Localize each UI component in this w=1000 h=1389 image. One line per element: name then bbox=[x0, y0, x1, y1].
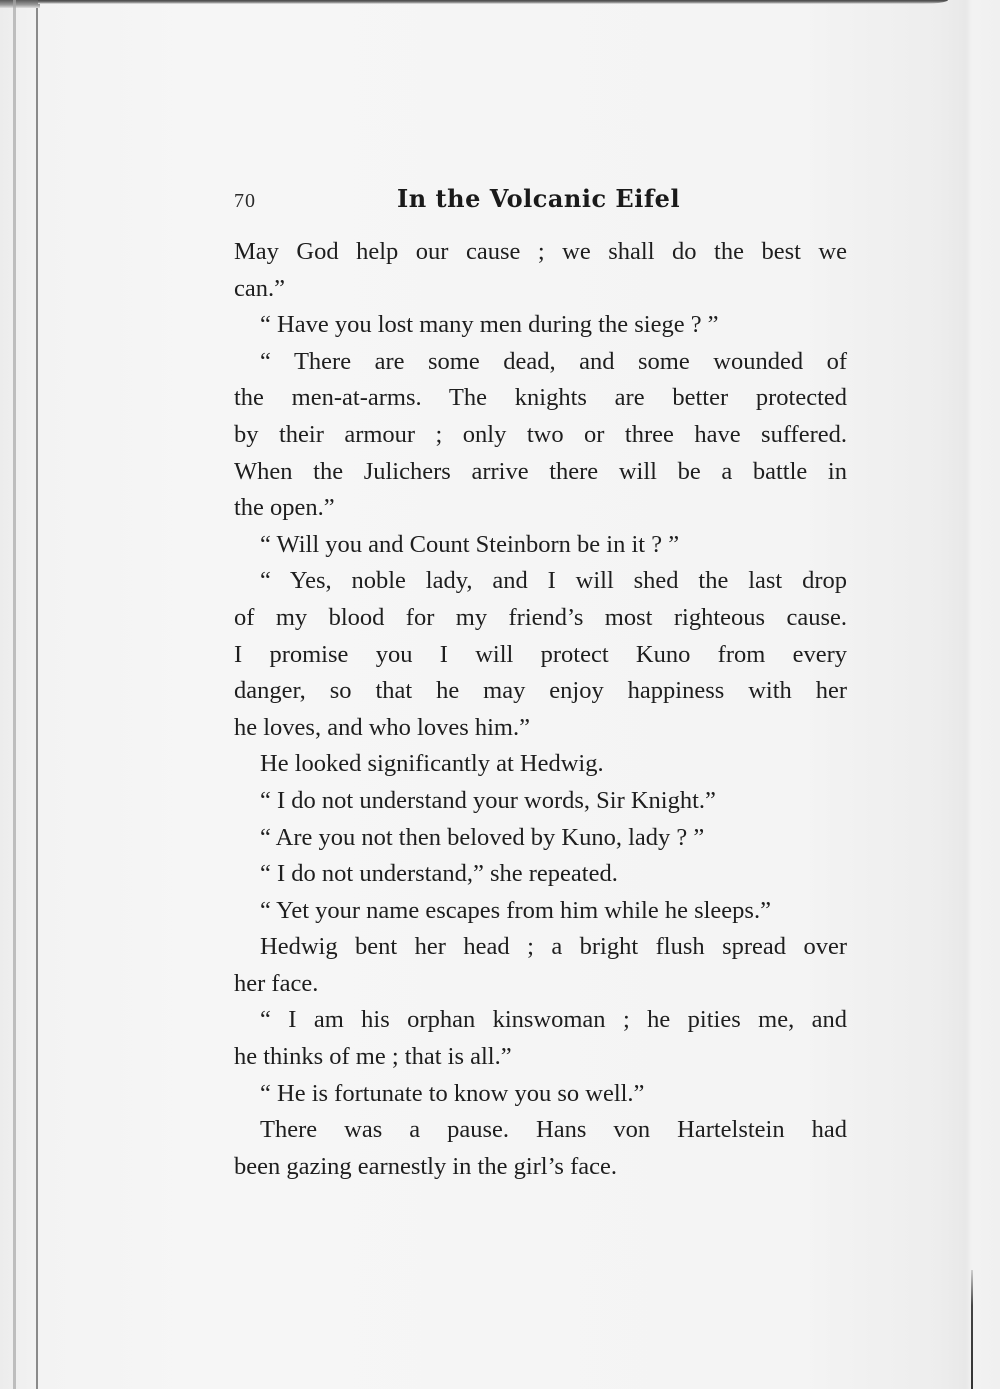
text-line: “ Will you and Count Steinborn be in it ? ” bbox=[260, 530, 680, 558]
body-text bbox=[222, 234, 847, 1185]
page-number: 70 bbox=[234, 190, 256, 212]
text-line: danger, so that he may enjoy happiness with her bbox=[234, 677, 847, 705]
text-line: When the Julichers arrive there will be a battle in bbox=[234, 457, 847, 485]
text-line: He looked significantly at Hedwig. bbox=[260, 750, 604, 778]
text-line: been gazing earnestly in the girl’s face. bbox=[234, 1152, 617, 1180]
text-line: he loves, and who loves him.” bbox=[234, 713, 530, 741]
text-line: “ I am his orphan kinswoman ; he pities me, and bbox=[260, 1006, 847, 1034]
text-line: “ I do not understand your words, Sir Knight.” bbox=[260, 786, 716, 814]
text-line: “ He is fortunate to know you so well.” bbox=[260, 1079, 645, 1107]
text-line: can.” bbox=[234, 274, 285, 302]
running-head-title: In the Volcanic Eifel bbox=[397, 184, 681, 213]
page-edge-top-left bbox=[0, 0, 40, 8]
text-line: May God help our cause ; we shall do the best we bbox=[234, 238, 847, 265]
book-page bbox=[222, 180, 847, 1185]
text-line: “ Yes, noble lady, and I will shed the last drop bbox=[260, 567, 847, 595]
text-line: “ Are you not then beloved by Kuno, lady ? ” bbox=[260, 823, 705, 851]
text-line: the men-at-arms. The knights are better protected bbox=[234, 384, 847, 412]
page-edge-left-outer bbox=[13, 0, 16, 1389]
text-line: by their armour ; only two or three have suffered. bbox=[234, 420, 847, 448]
text-line: “ Yet your name escapes from him while he sleeps.” bbox=[260, 896, 771, 924]
text-line: Hedwig bent her head ; a bright flush spread over bbox=[260, 933, 847, 961]
text-line: There was a pause. Hans von Hartelstein had bbox=[260, 1116, 847, 1144]
text-line: “ There are some dead, and some wounded of bbox=[260, 347, 847, 375]
page-edge-top bbox=[38, 0, 948, 4]
page-edge-right bbox=[971, 1270, 973, 1389]
page-header bbox=[222, 180, 847, 222]
page-edge-left-inner bbox=[36, 8, 38, 1389]
text-line: of my blood for my friend’s most righteous cause. bbox=[234, 603, 847, 631]
text-line: he thinks of me ; that is all.” bbox=[234, 1043, 512, 1071]
text-line: “ I do not understand,” she repeated. bbox=[260, 860, 618, 888]
text-line: I promise you I will protect Kuno from every bbox=[234, 640, 847, 668]
text-line: her face. bbox=[234, 969, 319, 997]
text-line: “ Have you lost many men during the siege ? ” bbox=[260, 311, 719, 339]
text-line: the open.” bbox=[234, 494, 335, 522]
